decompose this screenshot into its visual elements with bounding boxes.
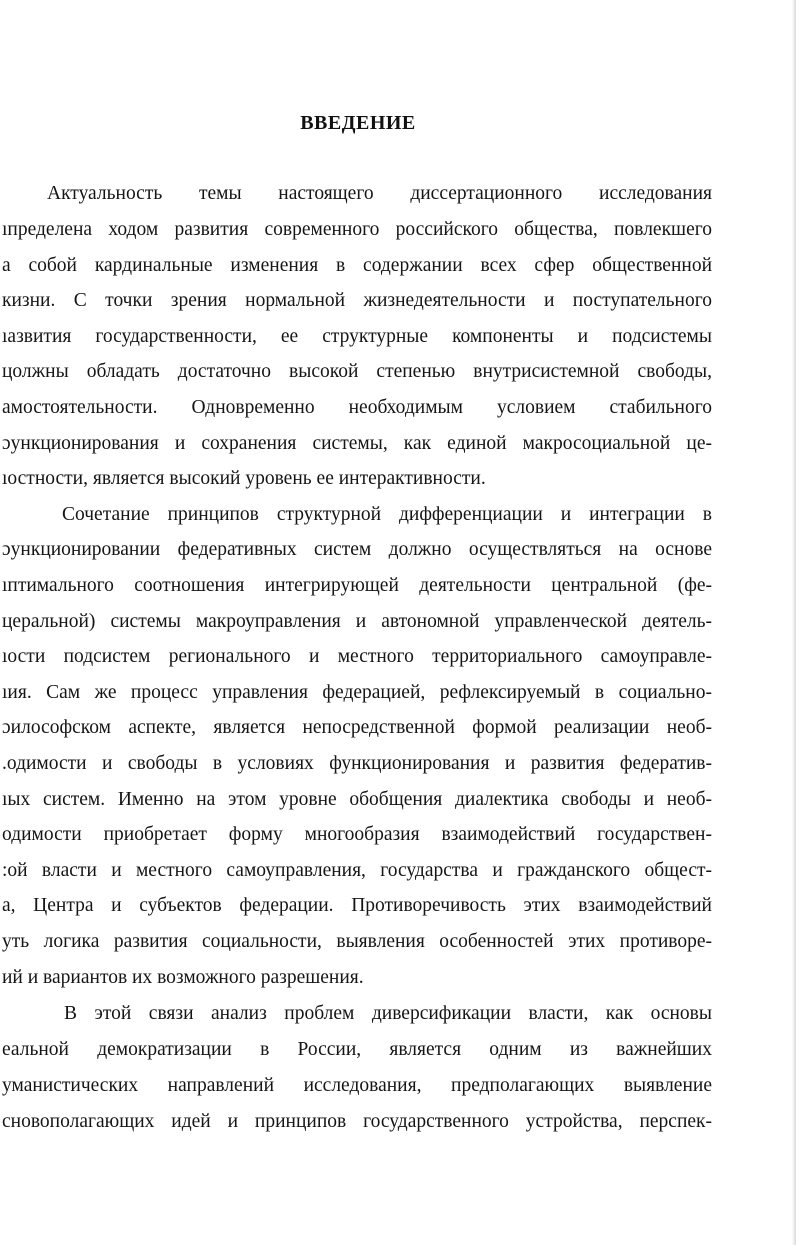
text-line: сновополагающих идей и принципов государственного устройства, перспек- [2,1111,712,1132]
text-line: церальной) системы макроуправления и автономной управленческой деятель- [2,611,712,632]
page-title: ВВЕДЕНИЕ [300,112,416,134]
text-line: еальной демократизации в России, является одним из важнейших [2,1039,712,1060]
text-line: ɔилософском аспекте, является непосредственной формой реализации необ- [2,717,712,738]
text-line: уманистических направлений исследования, предполагающих выявление [2,1075,712,1096]
text-line: кизни. С точки зрения нормальной жизнедеятельности и поступательного [2,290,712,311]
text-line: ɔункционировании федеративных систем должно осуществляться на основе [2,539,712,560]
text-line: ıптимального соотношения интегрирующей деятельности центральной (фе- [2,575,712,596]
text-line: ıия. Сам же процесс управления федерацией, рефлексируемый в социально- [2,682,712,703]
text-line: ий и вариантов их возможного разрешения. [2,967,364,988]
page-edge-shadow [792,0,796,1245]
text-line: а, Центра и субъектов федерации. Противоречивость этих взаимодействий [2,895,712,916]
text-line: ıазвития государственности, ее структурные компоненты и подсистемы [2,326,712,347]
text-line: амостоятельности. Одновременно необходимым условием стабильного [2,397,712,418]
text-line: В этой связи анализ проблем диверсификации власти, как основы [64,1003,712,1024]
text-line: .одимости и свободы в условиях функционирования и развития федератив- [2,753,712,774]
text-line: Актуальность темы настоящего диссертационного исследования [47,183,712,204]
text-line: ıпределена ходом развития современного российского общества, повлекшего [2,219,712,240]
text-line: а собой кардинальные изменения в содержании всех сфер общественной [2,255,712,276]
text-line: ıостности, является высокий уровень ее интерактивности. [2,468,486,489]
text-line: Сочетание принципов структурной дифференциации и интеграции в [62,504,712,525]
text-line: цолжны обладать достаточно высокой степенью внутрисистемной свободы, [2,361,712,382]
text-line: одимости приобретает форму многообразия взаимодействий государствен- [2,824,712,845]
text-line: ıости подсистем регионального и местного территориального самоуправле- [2,646,712,667]
text-line: ıых систем. Именно на этом уровне обобщения диалектика свободы и необ- [2,789,712,810]
text-line: уть логика развития социальности, выявления особенностей этих противоре- [2,931,712,952]
text-line: :ой власти и местного самоуправления, государства и гражданского общест- [2,860,712,881]
text-line: ɔункционирования и сохранения системы, как единой макросоциальной це- [2,433,712,454]
